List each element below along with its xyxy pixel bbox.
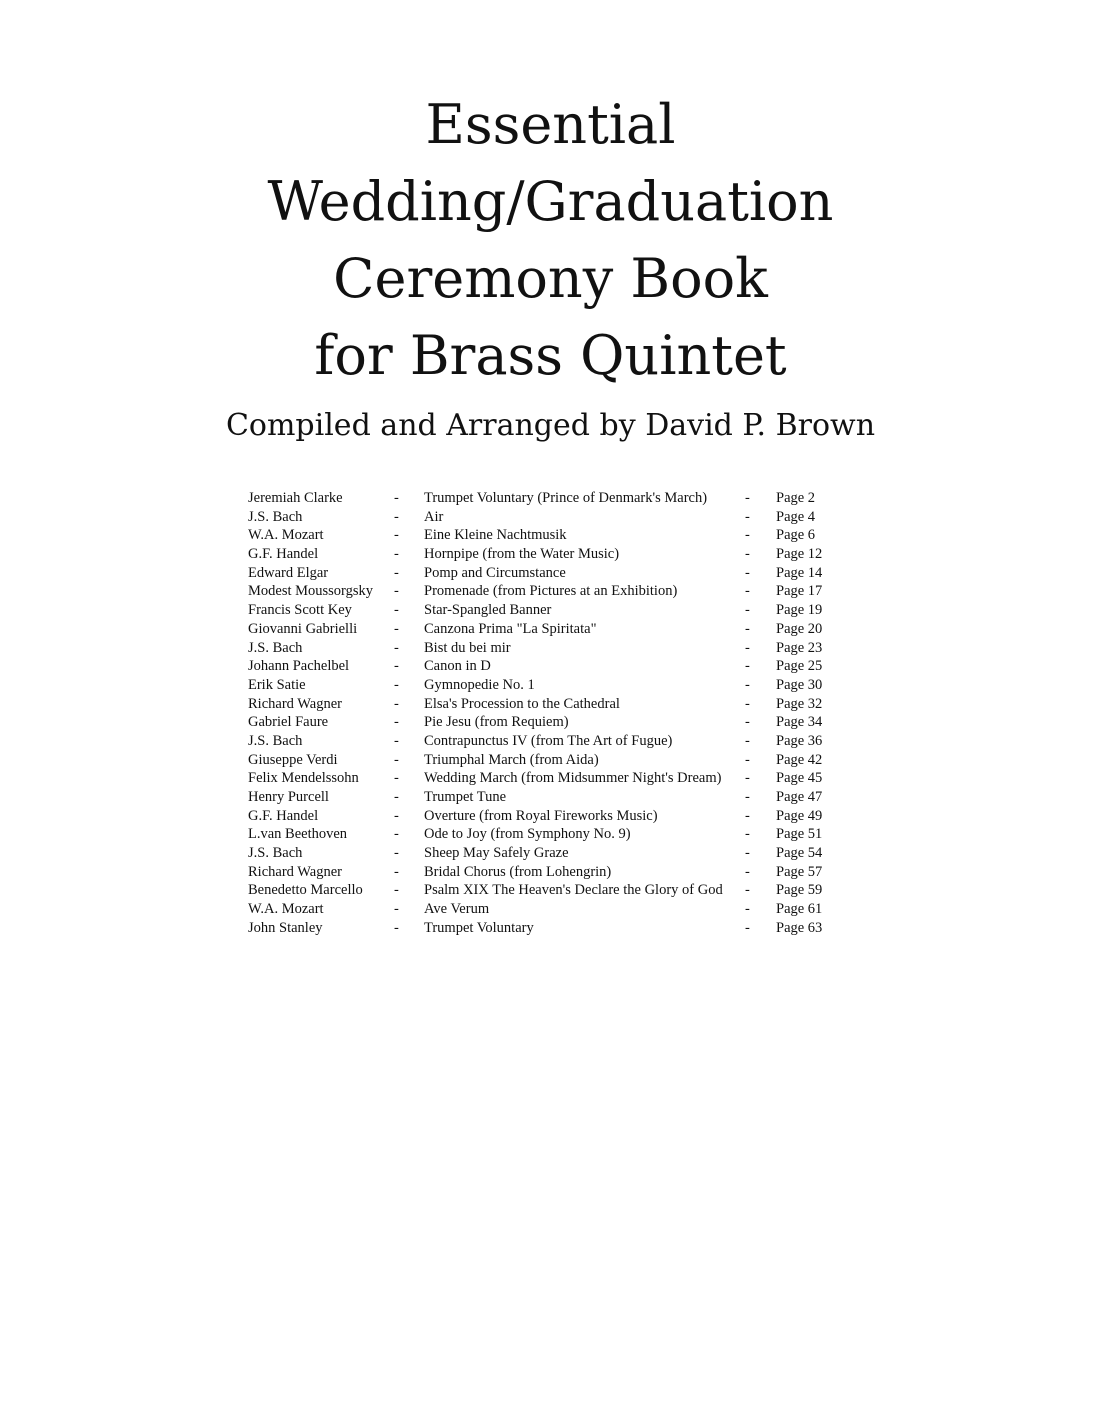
toc-piece-title: Sheep May Safely Graze	[424, 845, 569, 862]
toc-page-number: Page 61	[776, 901, 823, 918]
toc-entry	[248, 526, 868, 545]
toc-separator: -	[394, 901, 399, 918]
toc-composer: John Stanley	[248, 919, 323, 936]
toc-separator: -	[394, 695, 399, 712]
toc-composer: Giovanni Gabrielli	[248, 620, 358, 637]
toc-composer: Edward Elgar	[248, 564, 329, 581]
toc-piece-title: Ave Verum	[424, 901, 490, 918]
toc-piece-title: Star-Spangled Banner	[424, 602, 552, 619]
toc-page-number: Page 59	[776, 882, 823, 899]
toc-page-number: Page 32	[776, 695, 823, 712]
page-title	[0, 86, 1101, 394]
toc-separator: -	[745, 882, 750, 899]
toc-entry	[248, 489, 868, 508]
toc-composer: Francis Scott Key	[248, 602, 352, 619]
toc-separator: -	[745, 639, 750, 656]
toc-entry	[248, 564, 868, 583]
toc-piece-title: Overture (from Royal Fireworks Music)	[424, 807, 658, 824]
toc-page-number: Page 6	[776, 527, 816, 544]
toc-entry	[248, 919, 868, 938]
title-line: Ceremony Book	[333, 247, 768, 310]
toc-composer: Jeremiah Clarke	[248, 490, 343, 506]
toc-separator: -	[745, 770, 750, 787]
toc-piece-title: Canzona Prima "La Spiritata"	[424, 620, 597, 637]
toc-piece-title: Hornpipe (from the Water Music)	[424, 546, 620, 563]
toc-composer: J.S. Bach	[248, 845, 303, 862]
toc-separator: -	[745, 658, 750, 675]
toc-page-number: Page 47	[776, 789, 823, 805]
toc-separator: -	[394, 583, 399, 600]
toc-entry	[248, 639, 868, 658]
toc-page-number: Page 20	[776, 620, 823, 637]
toc-piece-title: Eine Kleine Nachtmusik	[424, 527, 567, 544]
toc-separator: -	[394, 826, 399, 843]
toc-separator: -	[394, 845, 399, 862]
table-of-contents	[248, 489, 868, 938]
toc-composer: Modest Moussorgsky	[248, 583, 374, 600]
toc-piece-title: Air	[424, 508, 444, 525]
toc-composer: J.S. Bach	[248, 732, 303, 749]
toc-entry	[248, 695, 868, 714]
toc-separator: -	[745, 826, 750, 843]
toc-piece-title: Trumpet Tune	[424, 789, 507, 805]
toc-piece-title: Wedding March (from Midsummer Night's Dream)	[424, 770, 722, 787]
toc-piece-title: Canon in D	[424, 658, 491, 675]
toc-entry	[248, 844, 868, 863]
toc-composer: Gabriel Faure	[248, 714, 329, 731]
toc-piece-title: Bist du bei mir	[424, 639, 511, 656]
toc-composer: Giuseppe Verdi	[248, 751, 338, 768]
toc-page-number: Page 19	[776, 602, 823, 619]
toc-page-number: Page 34	[776, 714, 823, 731]
toc-composer: Felix Mendelssohn	[248, 770, 359, 787]
toc-separator: -	[745, 546, 750, 563]
toc-piece-title: Triumphal March (from Aida)	[424, 751, 599, 768]
toc-entry	[248, 657, 868, 676]
toc-composer: J.S. Bach	[248, 508, 303, 525]
toc-piece-title: Promenade (from Pictures at an Exhibition)	[424, 583, 678, 600]
subtitle: Compiled and Arranged by David P. Brown	[225, 408, 876, 443]
toc-page-number: Page 12	[776, 546, 823, 563]
toc-separator: -	[745, 919, 750, 936]
toc-separator: -	[745, 807, 750, 824]
toc-page-number: Page 25	[776, 658, 823, 675]
toc-piece-title: Trumpet Voluntary (Prince of Denmark's March)	[424, 490, 708, 506]
toc-separator: -	[394, 732, 399, 749]
toc-page-number: Page 57	[776, 863, 823, 880]
toc-entry	[248, 620, 868, 639]
toc-page-number: Page 45	[776, 770, 823, 787]
toc-page-number: Page 42	[776, 751, 823, 768]
toc-separator: -	[745, 508, 750, 525]
toc-separator: -	[394, 807, 399, 824]
toc-composer: W.A. Mozart	[248, 901, 324, 918]
toc-piece-title: Psalm XIX The Heaven's Declare the Glory of God	[424, 882, 723, 899]
toc-piece-title: Trumpet Voluntary	[424, 919, 534, 936]
toc-separator: -	[745, 490, 750, 506]
toc-page-number: Page 30	[776, 676, 823, 693]
toc-entry	[248, 508, 868, 527]
toc-piece-title: Gymnopedie No. 1	[424, 676, 535, 693]
toc-separator: -	[394, 676, 399, 693]
toc-page-number: Page 54	[776, 845, 823, 862]
toc-composer: G.F. Handel	[248, 807, 319, 824]
toc-separator: -	[745, 527, 750, 544]
toc-separator: -	[394, 490, 399, 506]
toc-entry	[248, 825, 868, 844]
toc-entry	[248, 582, 868, 601]
toc-composer: Henry Purcell	[248, 789, 329, 805]
toc-separator: -	[745, 845, 750, 862]
toc-separator: -	[745, 564, 750, 581]
toc-page-number: Page 63	[776, 919, 823, 936]
toc-entry	[248, 676, 868, 695]
toc-page-number: Page 49	[776, 807, 823, 824]
toc-page-number: Page 14	[776, 564, 823, 581]
toc-separator: -	[745, 676, 750, 693]
toc-entry	[248, 807, 868, 826]
toc-separator: -	[394, 770, 399, 787]
toc-separator: -	[745, 583, 750, 600]
toc-separator: -	[394, 919, 399, 936]
toc-entry	[248, 863, 868, 882]
toc-page-number: Page 36	[776, 732, 823, 749]
toc-separator: -	[394, 882, 399, 899]
toc-entry	[248, 900, 868, 919]
toc-separator: -	[394, 789, 399, 805]
toc-entry	[248, 601, 868, 620]
toc-piece-title: Pomp and Circumstance	[424, 564, 566, 581]
toc-piece-title: Bridal Chorus (from Lohengrin)	[424, 863, 612, 880]
toc-separator: -	[394, 639, 399, 656]
toc-entry	[248, 769, 868, 788]
toc-separator: -	[394, 751, 399, 768]
toc-entry	[248, 788, 868, 807]
toc-page-number: Page 2	[776, 490, 816, 506]
toc-separator: -	[394, 602, 399, 619]
toc-separator: -	[394, 527, 399, 544]
toc-separator: -	[745, 789, 750, 805]
toc-separator: -	[394, 714, 399, 731]
toc-composer: L.van Beethoven	[248, 826, 348, 843]
toc-piece-title: Ode to Joy (from Symphony No. 9)	[424, 826, 631, 843]
toc-piece-title: Contrapunctus IV (from The Art of Fugue)	[424, 732, 673, 749]
toc-page-number: Page 51	[776, 826, 823, 843]
toc-composer: Erik Satie	[248, 676, 306, 693]
toc-page-number: Page 23	[776, 639, 823, 656]
toc-separator: -	[745, 751, 750, 768]
toc-separator: -	[394, 546, 399, 563]
toc-composer: G.F. Handel	[248, 546, 319, 563]
toc-separator: -	[394, 658, 399, 675]
toc-entry	[248, 751, 868, 770]
toc-separator: -	[745, 602, 750, 619]
toc-separator: -	[394, 508, 399, 525]
toc-piece-title: Elsa's Procession to the Cathedral	[424, 695, 620, 712]
toc-composer: Richard Wagner	[248, 695, 342, 712]
toc-entry	[248, 545, 868, 564]
toc-separator: -	[394, 620, 399, 637]
toc-composer: Johann Pachelbel	[248, 658, 350, 675]
toc-piece-title: Pie Jesu (from Requiem)	[424, 714, 569, 731]
toc-page-number: Page 4	[776, 508, 816, 525]
toc-separator: -	[745, 901, 750, 918]
toc-composer: Benedetto Marcello	[248, 882, 363, 899]
toc-page-number: Page 17	[776, 583, 823, 600]
title-line: for Brass Quintet	[314, 324, 787, 387]
toc-separator: -	[745, 695, 750, 712]
toc-composer: Richard Wagner	[248, 863, 342, 880]
toc-separator: -	[394, 564, 399, 581]
toc-entry	[248, 881, 868, 900]
toc-separator: -	[745, 620, 750, 637]
toc-composer: J.S. Bach	[248, 639, 303, 656]
toc-separator: -	[745, 863, 750, 880]
toc-separator: -	[745, 714, 750, 731]
toc-separator: -	[394, 863, 399, 880]
toc-entry	[248, 732, 868, 751]
toc-separator: -	[745, 732, 750, 749]
title-line: Essential	[425, 93, 676, 156]
toc-composer: W.A. Mozart	[248, 527, 324, 544]
title-line: Wedding/Graduation	[267, 170, 834, 233]
toc-entry	[248, 713, 868, 732]
